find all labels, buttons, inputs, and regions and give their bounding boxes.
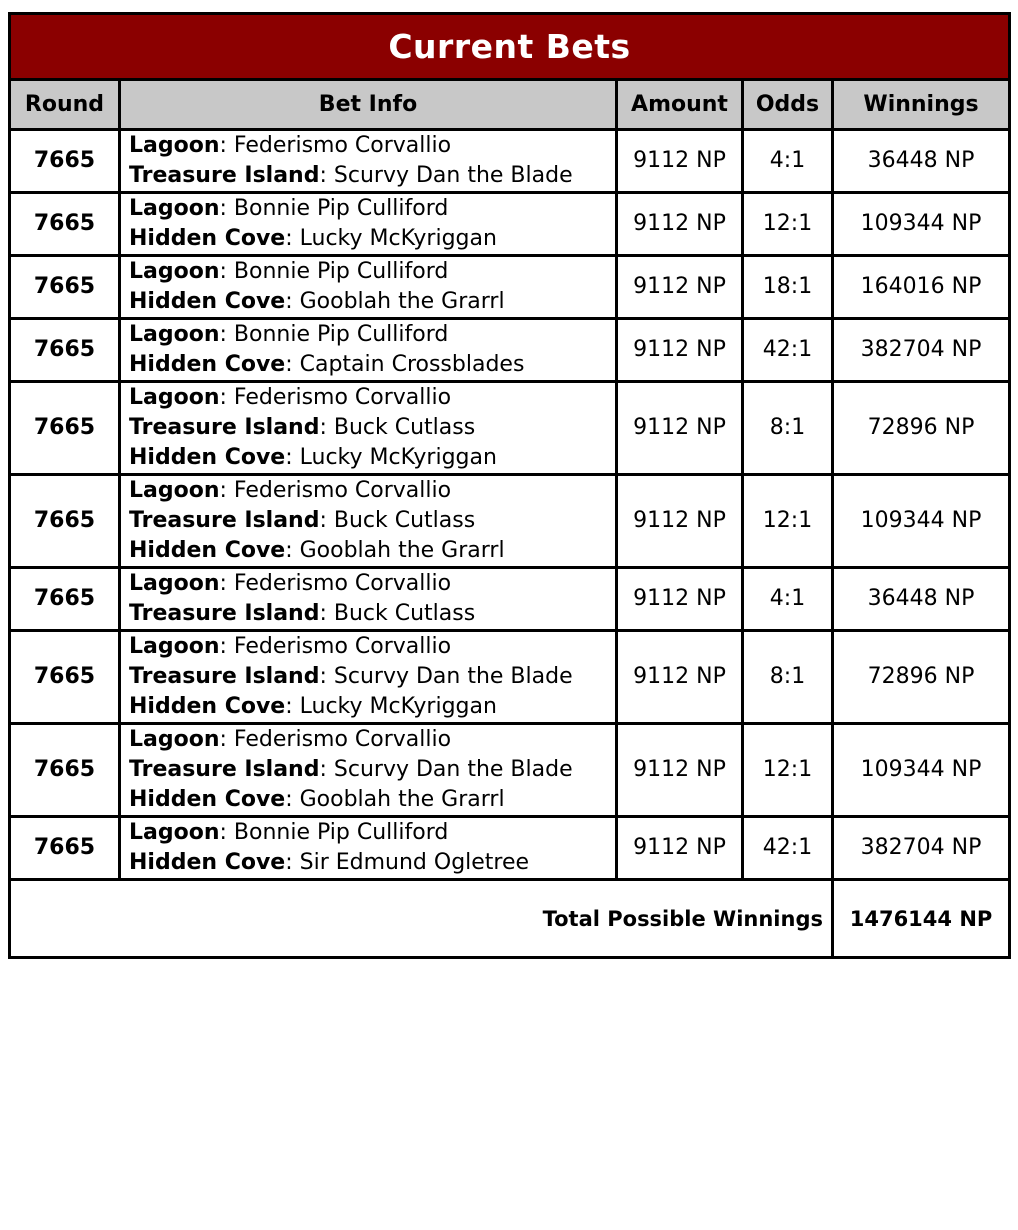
pirate-name: Sir Edmund Ogletree: [299, 850, 530, 875]
pirate-name: Bonnie Pip Culliford: [233, 259, 449, 284]
round-cell: 7665: [10, 193, 120, 256]
pirate-name: Federismo Corvallio: [233, 478, 452, 503]
bet-pick: Treasure Island: Buck Cutlass: [129, 415, 476, 440]
pirate-name: Lucky McKyriggan: [299, 445, 497, 470]
island-name: Hidden Cove: [129, 445, 286, 470]
round-cell: 7665: [10, 724, 120, 817]
odds-cell: 8:1: [743, 382, 833, 475]
table-row: [10, 475, 1010, 568]
table-row: [10, 817, 1010, 880]
island-name: Treasure Island: [129, 508, 320, 533]
round-cell: 7665: [10, 256, 120, 319]
island-name: Hidden Cove: [129, 850, 286, 875]
odds-cell: 4:1: [743, 130, 833, 193]
pirate-name: Lucky McKyriggan: [299, 226, 497, 251]
odds-cell: 18:1: [743, 256, 833, 319]
island-name: Treasure Island: [129, 664, 320, 689]
pirate-name: Buck Cutlass: [333, 415, 476, 440]
round-cell: 7665: [10, 319, 120, 382]
island-name: Treasure Island: [129, 163, 320, 188]
column-header-winnings: Winnings: [833, 80, 1010, 130]
bet-pick: Lagoon: Federismo Corvallio: [129, 634, 452, 659]
pirate-name: Federismo Corvallio: [233, 571, 452, 596]
winnings-cell: 382704 NP: [833, 817, 1010, 880]
pirate-name: Federismo Corvallio: [233, 634, 452, 659]
column-header-bet-info: Bet Info: [120, 80, 617, 130]
bet-pick: Hidden Cove: Lucky McKyriggan: [129, 694, 497, 719]
pirate-name: Scurvy Dan the Blade: [333, 757, 573, 782]
island-name: Hidden Cove: [129, 538, 286, 563]
bet-info-cell: [120, 130, 617, 193]
island-name: Lagoon: [129, 571, 220, 596]
amount-cell: 9112 NP: [617, 631, 743, 724]
winnings-cell: 109344 NP: [833, 475, 1010, 568]
island-name: Hidden Cove: [129, 226, 286, 251]
odds-cell: 12:1: [743, 193, 833, 256]
pirate-name: Scurvy Dan the Blade: [333, 163, 573, 188]
island-name: Hidden Cove: [129, 289, 286, 314]
table-row: [10, 256, 1010, 319]
table-row: [10, 568, 1010, 631]
amount-cell: 9112 NP: [617, 193, 743, 256]
bet-pick: Hidden Cove: Lucky McKyriggan: [129, 226, 497, 251]
round-cell: 7665: [10, 568, 120, 631]
bet-pick: Lagoon: Bonnie Pip Culliford: [129, 259, 449, 284]
island-name: Hidden Cove: [129, 694, 286, 719]
table-row: [10, 130, 1010, 193]
amount-cell: 9112 NP: [617, 475, 743, 568]
pirate-name: Lucky McKyriggan: [299, 694, 497, 719]
amount-cell: 9112 NP: [617, 319, 743, 382]
bet-info-cell: [120, 817, 617, 880]
pirate-name: Bonnie Pip Culliford: [233, 322, 449, 347]
pirate-name: Gooblah the Grarrl: [299, 538, 505, 563]
island-name: Lagoon: [129, 385, 220, 410]
pirate-name: Federismo Corvallio: [233, 385, 452, 410]
island-name: Treasure Island: [129, 757, 320, 782]
pirate-name: Federismo Corvallio: [233, 727, 452, 752]
winnings-cell: 109344 NP: [833, 724, 1010, 817]
round-cell: 7665: [10, 475, 120, 568]
bet-pick: Lagoon: Federismo Corvallio: [129, 385, 452, 410]
bet-pick: Hidden Cove: Gooblah the Grarrl: [129, 787, 505, 812]
table-title: Current Bets: [10, 14, 1010, 80]
bet-pick: Treasure Island: Scurvy Dan the Blade: [129, 163, 573, 188]
round-cell: 7665: [10, 130, 120, 193]
amount-cell: 9112 NP: [617, 568, 743, 631]
bet-pick: Lagoon: Bonnie Pip Culliford: [129, 820, 449, 845]
winnings-cell: 382704 NP: [833, 319, 1010, 382]
amount-cell: 9112 NP: [617, 256, 743, 319]
island-name: Hidden Cove: [129, 787, 286, 812]
island-name: Lagoon: [129, 634, 220, 659]
bet-info-cell: [120, 475, 617, 568]
table-row: [10, 724, 1010, 817]
table-row: [10, 631, 1010, 724]
bet-pick: Lagoon: Federismo Corvallio: [129, 571, 452, 596]
bet-info-cell: [120, 724, 617, 817]
island-name: Lagoon: [129, 259, 220, 284]
pirate-name: Gooblah the Grarrl: [299, 289, 505, 314]
bets-body: [10, 130, 1010, 880]
bet-info-cell: [120, 319, 617, 382]
pirate-name: Federismo Corvallio: [233, 133, 452, 158]
winnings-cell: 72896 NP: [833, 631, 1010, 724]
round-cell: 7665: [10, 631, 120, 724]
bet-info-cell: [120, 631, 617, 724]
column-header-amount: Amount: [617, 80, 743, 130]
round-cell: 7665: [10, 382, 120, 475]
island-name: Treasure Island: [129, 601, 320, 626]
bet-pick: Lagoon: Federismo Corvallio: [129, 133, 452, 158]
total-value: 1476144 NP: [833, 880, 1010, 958]
bet-pick: Lagoon: Federismo Corvallio: [129, 478, 452, 503]
bet-info-cell: [120, 256, 617, 319]
amount-cell: 9112 NP: [617, 724, 743, 817]
bet-pick: Hidden Cove: Gooblah the Grarrl: [129, 538, 505, 563]
odds-cell: 12:1: [743, 475, 833, 568]
table-row: [10, 193, 1010, 256]
odds-cell: 12:1: [743, 724, 833, 817]
winnings-cell: 109344 NP: [833, 193, 1010, 256]
bet-pick: Treasure Island: Scurvy Dan the Blade: [129, 664, 573, 689]
pirate-name: Buck Cutlass: [333, 508, 476, 533]
column-header-round: Round: [10, 80, 120, 130]
island-name: Lagoon: [129, 820, 220, 845]
winnings-cell: 164016 NP: [833, 256, 1010, 319]
winnings-cell: 72896 NP: [833, 382, 1010, 475]
bet-info-cell: [120, 193, 617, 256]
bet-pick: Treasure Island: Scurvy Dan the Blade: [129, 757, 573, 782]
amount-cell: 9112 NP: [617, 817, 743, 880]
total-row: [10, 880, 1010, 958]
odds-cell: 8:1: [743, 631, 833, 724]
bet-pick: Hidden Cove: Gooblah the Grarrl: [129, 289, 505, 314]
pirate-name: Bonnie Pip Culliford: [233, 820, 449, 845]
column-header-row: [10, 80, 1010, 130]
bet-pick: Lagoon: Bonnie Pip Culliford: [129, 322, 449, 347]
odds-cell: 42:1: [743, 817, 833, 880]
round-cell: 7665: [10, 817, 120, 880]
winnings-cell: 36448 NP: [833, 130, 1010, 193]
total-label: Total Possible Winnings: [10, 880, 833, 958]
odds-cell: 42:1: [743, 319, 833, 382]
odds-cell: 4:1: [743, 568, 833, 631]
island-name: Treasure Island: [129, 415, 320, 440]
bet-pick: Lagoon: Bonnie Pip Culliford: [129, 196, 449, 221]
bet-pick: Hidden Cove: Captain Crossblades: [129, 352, 525, 377]
current-bets-table: [8, 12, 1011, 959]
island-name: Hidden Cove: [129, 352, 286, 377]
pirate-name: Bonnie Pip Culliford: [233, 196, 449, 221]
bet-pick: Hidden Cove: Sir Edmund Ogletree: [129, 850, 530, 875]
island-name: Lagoon: [129, 196, 220, 221]
winnings-cell: 36448 NP: [833, 568, 1010, 631]
amount-cell: 9112 NP: [617, 382, 743, 475]
table-row: [10, 319, 1010, 382]
bet-pick: Treasure Island: Buck Cutlass: [129, 508, 476, 533]
column-header-odds: Odds: [743, 80, 833, 130]
pirate-name: Captain Crossblades: [299, 352, 525, 377]
amount-cell: 9112 NP: [617, 130, 743, 193]
island-name: Lagoon: [129, 322, 220, 347]
bet-pick: Lagoon: Federismo Corvallio: [129, 727, 452, 752]
bet-info-cell: [120, 382, 617, 475]
island-name: Lagoon: [129, 133, 220, 158]
pirate-name: Scurvy Dan the Blade: [333, 664, 573, 689]
island-name: Lagoon: [129, 727, 220, 752]
bet-pick: Treasure Island: Buck Cutlass: [129, 601, 476, 626]
island-name: Lagoon: [129, 478, 220, 503]
pirate-name: Buck Cutlass: [333, 601, 476, 626]
bet-pick: Hidden Cove: Lucky McKyriggan: [129, 445, 497, 470]
pirate-name: Gooblah the Grarrl: [299, 787, 505, 812]
bet-info-cell: [120, 568, 617, 631]
table-row: [10, 382, 1010, 475]
